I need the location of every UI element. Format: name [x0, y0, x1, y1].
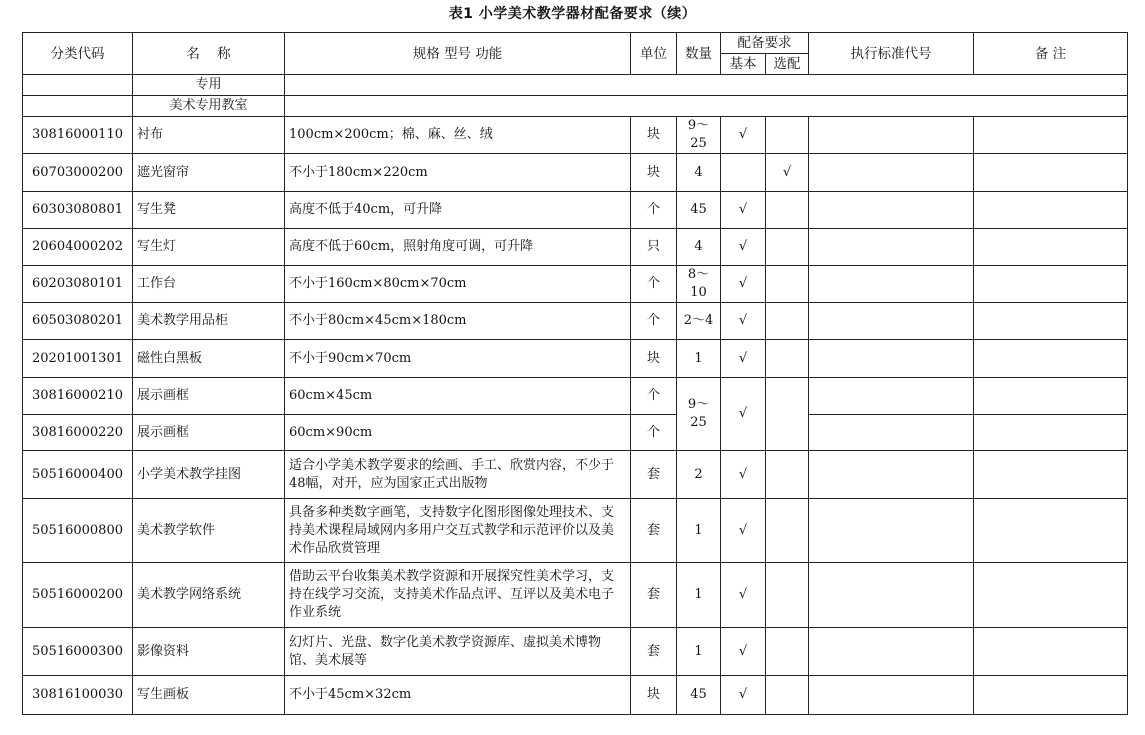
standard-cell — [809, 154, 974, 192]
table-row — [23, 192, 1128, 229]
name-cell: 写生凳 — [133, 192, 285, 229]
unit-cell: 个 — [631, 378, 677, 415]
optional-cell — [766, 266, 809, 303]
basic-cell: √ — [721, 499, 766, 563]
standard-cell — [809, 340, 974, 378]
table-row — [23, 117, 1128, 154]
spec-cell: 借助云平台收集美术教学资源和开展探究性美术学习，支持在线学习交流，支持美术作品点评、互评以及美术电子作业系统 — [285, 563, 631, 628]
optional-cell — [766, 378, 809, 451]
note-cell — [974, 117, 1128, 154]
standard-cell — [809, 192, 974, 229]
spec-cell: 不小于90cm×70cm — [285, 340, 631, 378]
unit-cell: 块 — [631, 154, 677, 192]
basic-cell: √ — [721, 340, 766, 378]
qty-cell: 8～10 — [677, 266, 721, 303]
header-qty: 数量 — [677, 33, 721, 75]
note-cell — [974, 415, 1128, 451]
spec-cell: 不小于180cm×220cm — [285, 154, 631, 192]
table-row — [23, 563, 1128, 628]
name-cell: 影像资料 — [133, 628, 285, 676]
spec-cell: 高度不低于40cm，可升降 — [285, 192, 631, 229]
spec-cell: 适合小学美术教学要求的绘画、手工、欣赏内容，不少于48幅，对开，应为国家正式出版物 — [285, 451, 631, 499]
table-row — [23, 266, 1128, 303]
header-row-top — [23, 33, 1128, 54]
unit-cell: 个 — [631, 192, 677, 229]
standard-cell — [809, 378, 974, 415]
basic-cell: √ — [721, 266, 766, 303]
code-cell: 60203080101 — [23, 266, 133, 303]
standard-cell — [809, 563, 974, 628]
header-standard: 执行标准代号 — [809, 33, 974, 75]
name-cell: 磁性白黑板 — [133, 340, 285, 378]
unit-cell: 块 — [631, 676, 677, 715]
table-row — [23, 499, 1128, 563]
table-row — [23, 415, 1128, 451]
optional-cell — [766, 563, 809, 628]
optional-cell — [766, 676, 809, 715]
qty-cell: 9～25 — [677, 378, 721, 451]
unit-cell: 块 — [631, 117, 677, 154]
section-row — [23, 96, 1128, 117]
standard-cell — [809, 415, 974, 451]
basic-cell: √ — [721, 451, 766, 499]
code-cell: 20201001301 — [23, 340, 133, 378]
code-cell: 30816000220 — [23, 415, 133, 451]
table-row — [23, 378, 1128, 415]
basic-cell: √ — [721, 192, 766, 229]
table-row — [23, 154, 1128, 192]
optional-cell — [766, 303, 809, 340]
note-cell — [974, 303, 1128, 340]
header-spec: 规格 型号 功能 — [285, 33, 631, 75]
note-cell — [974, 451, 1128, 499]
qty-cell: 2～4 — [677, 303, 721, 340]
name-cell: 美术教学软件 — [133, 499, 285, 563]
note-cell — [974, 192, 1128, 229]
table-row — [23, 676, 1128, 715]
section-special: 专用 — [133, 75, 285, 96]
qty-cell: 45 — [677, 676, 721, 715]
spec-cell: 不小于160cm×80cm×70cm — [285, 266, 631, 303]
note-cell — [974, 154, 1128, 192]
name-cell: 美术教学网络系统 — [133, 563, 285, 628]
standard-cell — [809, 676, 974, 715]
basic-cell: √ — [721, 676, 766, 715]
unit-cell: 套 — [631, 499, 677, 563]
qty-cell: 1 — [677, 340, 721, 378]
code-cell: 50516000200 — [23, 563, 133, 628]
spec-cell: 高度不低于60cm，照射角度可调，可升降 — [285, 229, 631, 266]
code-cell: 30816100030 — [23, 676, 133, 715]
qty-cell: 1 — [677, 499, 721, 563]
standard-cell — [809, 451, 974, 499]
table-title: 表1 小学美术教学器材配备要求（续） — [448, 6, 697, 22]
header-optional: 选配 — [766, 54, 809, 75]
note-cell — [974, 266, 1128, 303]
unit-cell: 套 — [631, 563, 677, 628]
qty-cell: 1 — [677, 563, 721, 628]
qty-cell: 2 — [677, 451, 721, 499]
optional-cell — [766, 499, 809, 563]
table-row — [23, 340, 1128, 378]
note-cell — [974, 676, 1128, 715]
standard-cell — [809, 266, 974, 303]
note-cell — [974, 563, 1128, 628]
spec-cell: 具备多种类数字画笔，支持数字化图形图像处理技术、支持美术课程局域网内多用户交互式教学和示范评价以及美术作品欣赏管理 — [285, 499, 631, 563]
unit-cell: 个 — [631, 303, 677, 340]
table-row — [23, 451, 1128, 499]
optional-cell — [766, 451, 809, 499]
name-cell: 衬布 — [133, 117, 285, 154]
name-cell: 展示画框 — [133, 415, 285, 451]
header-req: 配备要求 — [721, 33, 809, 54]
spec-cell: 100cm×200cm；棉、麻、丝、绒 — [285, 117, 631, 154]
basic-cell — [721, 154, 766, 192]
qty-cell: 1 — [677, 628, 721, 676]
note-cell — [974, 628, 1128, 676]
standard-cell — [809, 499, 974, 563]
code-cell: 30816000210 — [23, 378, 133, 415]
section-room: 美术专用教室 — [133, 96, 285, 117]
optional-cell — [766, 192, 809, 229]
code-cell: 50516000800 — [23, 499, 133, 563]
name-cell: 写生画板 — [133, 676, 285, 715]
header-unit: 单位 — [631, 33, 677, 75]
code-cell: 30816000110 — [23, 117, 133, 154]
note-cell — [974, 378, 1128, 415]
name-cell: 遮光窗帘 — [133, 154, 285, 192]
basic-cell: √ — [721, 303, 766, 340]
header-code: 分类代码 — [23, 33, 133, 75]
code-cell: 50516000400 — [23, 451, 133, 499]
header-name: 名 称 — [133, 33, 285, 75]
spec-cell: 60cm×90cm — [285, 415, 631, 451]
standard-cell — [809, 117, 974, 154]
qty-cell: 9～25 — [677, 117, 721, 154]
equipment-table — [22, 32, 1128, 715]
spec-cell: 幻灯片、光盘、数字化美术教学资源库、虚拟美术博物馆、美术展等 — [285, 628, 631, 676]
optional-cell — [766, 229, 809, 266]
code-cell: 60703000200 — [23, 154, 133, 192]
standard-cell — [809, 303, 974, 340]
table-row — [23, 628, 1128, 676]
spec-cell: 不小于80cm×45cm×180cm — [285, 303, 631, 340]
optional-cell: √ — [766, 154, 809, 192]
qty-cell: 45 — [677, 192, 721, 229]
code-cell: 60303080801 — [23, 192, 133, 229]
section-row — [23, 75, 1128, 96]
table-row — [23, 229, 1128, 266]
note-cell — [974, 340, 1128, 378]
standard-cell — [809, 628, 974, 676]
unit-cell: 个 — [631, 415, 677, 451]
basic-cell: √ — [721, 117, 766, 154]
name-cell: 写生灯 — [133, 229, 285, 266]
qty-cell: 4 — [677, 154, 721, 192]
spec-cell: 不小于45cm×32cm — [285, 676, 631, 715]
code-cell: 20604000202 — [23, 229, 133, 266]
unit-cell: 块 — [631, 340, 677, 378]
code-cell: 50516000300 — [23, 628, 133, 676]
qty-cell: 4 — [677, 229, 721, 266]
optional-cell — [766, 117, 809, 154]
name-cell: 工作台 — [133, 266, 285, 303]
header-note: 备 注 — [974, 33, 1128, 75]
spec-cell: 60cm×45cm — [285, 378, 631, 415]
basic-cell: √ — [721, 563, 766, 628]
note-cell — [974, 229, 1128, 266]
basic-cell: √ — [721, 378, 766, 451]
name-cell: 美术教学用品柜 — [133, 303, 285, 340]
standard-cell — [809, 229, 974, 266]
note-cell — [974, 499, 1128, 563]
table-row — [23, 303, 1128, 340]
name-cell: 小学美术教学挂图 — [133, 451, 285, 499]
optional-cell — [766, 628, 809, 676]
header-basic: 基本 — [721, 54, 766, 75]
code-cell: 60503080201 — [23, 303, 133, 340]
basic-cell: √ — [721, 628, 766, 676]
name-cell: 展示画框 — [133, 378, 285, 415]
unit-cell: 个 — [631, 266, 677, 303]
unit-cell: 只 — [631, 229, 677, 266]
optional-cell — [766, 340, 809, 378]
basic-cell: √ — [721, 229, 766, 266]
unit-cell: 套 — [631, 628, 677, 676]
unit-cell: 套 — [631, 451, 677, 499]
